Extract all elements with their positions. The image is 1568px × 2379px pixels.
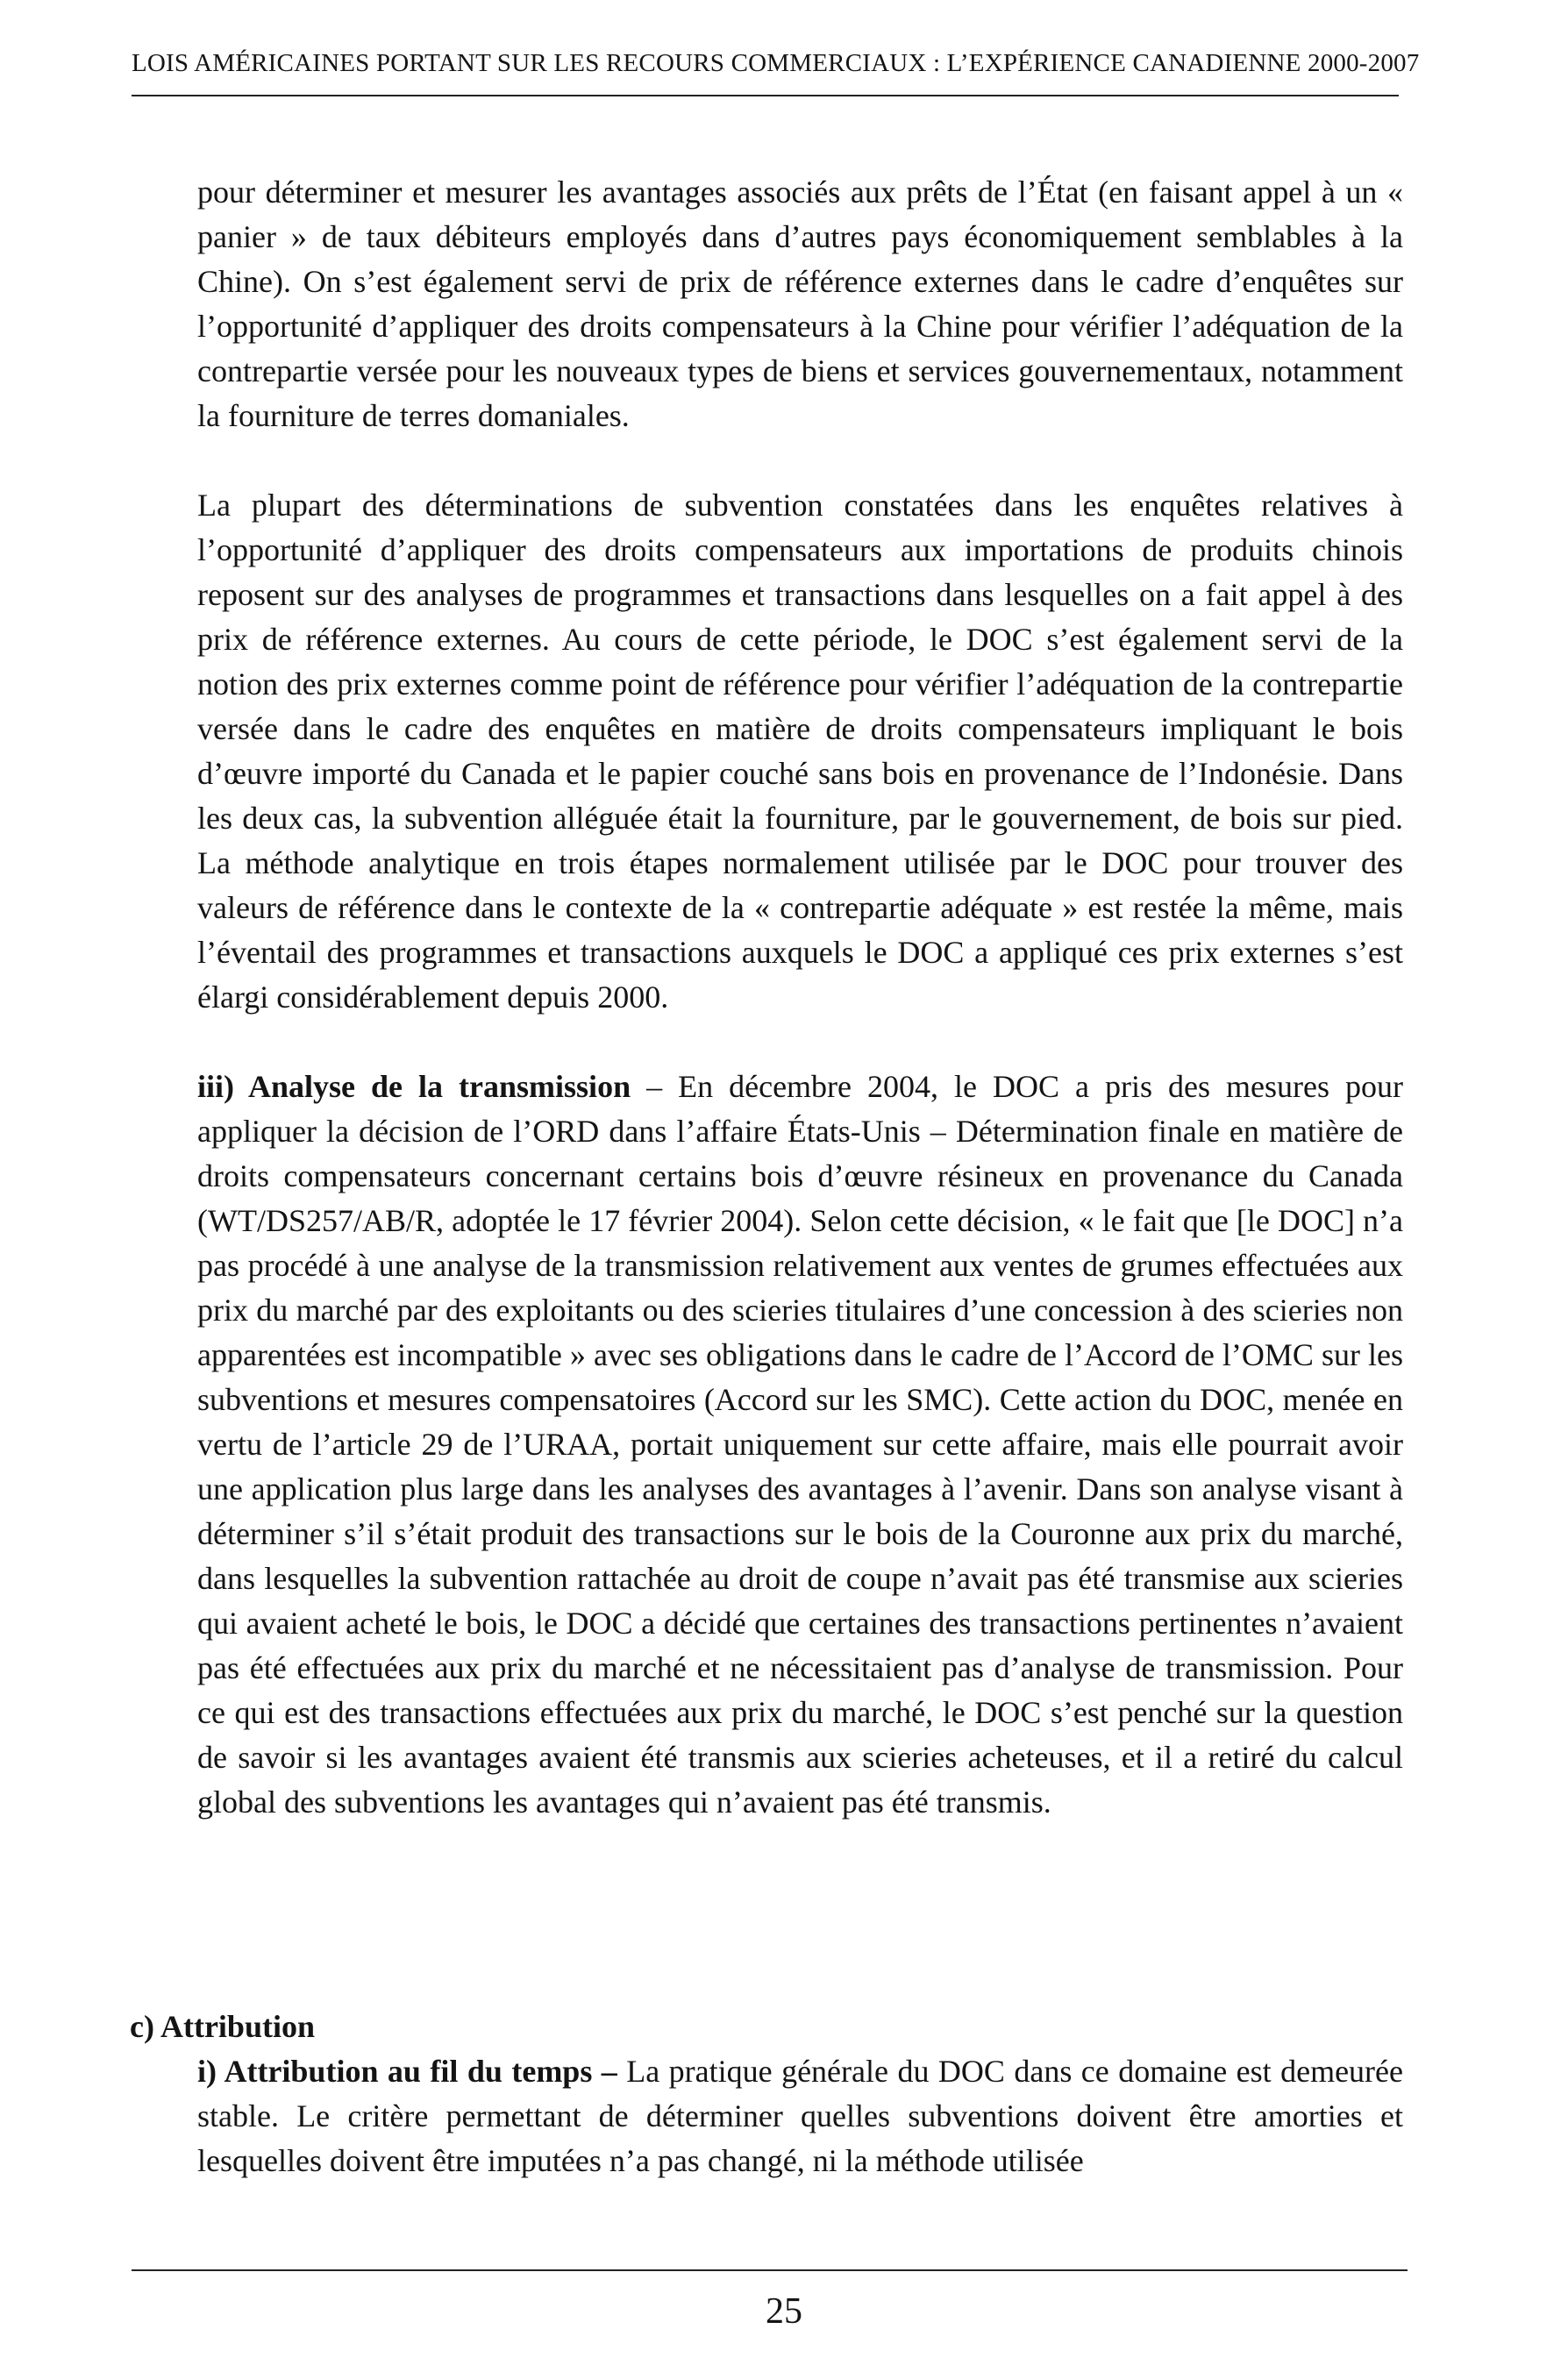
running-header: LOIS AMÉRICAINES PORTANT SUR LES RECOURS COMMERCIAUX : L’EXPÉRIENCE CANADIENNE 2000-2007 (132, 49, 1420, 77)
page-number: 25 (766, 2291, 802, 2332)
subsection-heading: i) Attribution au fil du temps – (197, 2054, 617, 2089)
header-divider (132, 95, 1399, 96)
paragraph-transmission (197, 1065, 1403, 1825)
subsection-text: La pratique générale du DOC dans ce domaine est demeurée stable. Le critère permettant de déterminer quelles subventions doivent être amorties et lesquelles doivent être imputées n’a pas changé, ni la méthode utilisée (197, 2054, 1403, 2178)
paragraph-text: – En décembre 2004, le DOC a pris des mesures pour appliquer la décision de l’ORD dans l’affaire États-Unis – Détermination finale en matière de droits compensateurs concernant certains bois d’œuvre résineux en provenance du Canada (WT/DS257/AB/R, adoptée le 17 février 2004). Selon cette décision, « le fait que [le DOC] n’a pas procédé à une analyse de la transmission relativement aux ventes de grumes effectuées aux prix du marché par des exploitants ou des scieries titulaires d’une concession à des scieries non apparentées est incompatible » avec ses obligations dans le cadre de l’Accord de l’OMC sur les subventions et mesures compensatoires (Accord sur les SMC). Cette action du DOC, menée en vertu de l’article 29 de l’URAA, portait uniquement sur cette affaire, mais elle pourrait avoir une application plus large dans les analyses des avantages à l’avenir. Dans son analyse visant à déterminer s’il s’était produit des transactions sur le bois de la Couronne aux prix du marché, dans lesquelles la subvention rattachée au droit de coupe n’avait pas été transmise aux scieries qui avaient acheté le bois, le DOC a décidé que certaines des transactions pertinentes n’avaient pas été effectuées aux prix du marché et ne nécessitaient pas d’analyse de transmission. Pour ce qui est des transactions effectuées aux prix du marché, le DOC s’est penché sur la question de savoir si les avantages avaient été transmis aux scieries acheteuses, et il a retiré du calcul global des subventions les avantages qui n’avaient pas été transmis. (197, 1069, 1403, 1820)
body-text (197, 170, 1403, 1870)
subsection-paragraph (197, 2049, 1403, 2183)
paragraph: La plupart des déterminations de subvention constatées dans les enquêtes relatives à l’opportunité d’appliquer des droits compensateurs aux importations de produits chinois reposent sur des analyses de programmes et transactions dans lesquelles on a fait appel à des prix de référence externes. Au cours de cette période, le DOC s’est également servi de la notion des prix externes comme point de référence pour vérifier l’adéquation de la contrepartie versée dans le cadre des enquêtes en matière de droits compensateurs impliquant le bois d’œuvre importé du Canada et le papier couché sans bois en provenance de l’Indonésie. Dans les deux cas, la subvention alléguée était la fourniture, par le gouvernement, de bois sur pied. La méthode analytique en trois étapes normalement utilisée par le DOC pour trouver des valeurs de référence dans le contexte de la « contrepartie adéquate » est restée la même, mais l’éventail des programmes et transactions auxquels le DOC a appliqué ces prix externes s’est élargi considérablement depuis 2000. (197, 488, 1403, 1015)
run-in-heading: iii) Analyse de la transmission (197, 1069, 631, 1104)
footer-divider (132, 2269, 1408, 2271)
section-heading: c) Attribution (130, 2009, 315, 2044)
paragraph: pour déterminer et mesurer les avantages associés aux prêts de l’État (en faisant appel à un « panier » de taux débiteurs employés dans d’autres pays économiquement semblables à la Chine). On s’est également servi de prix de référence externes dans le cadre d’enquêtes sur l’opportunité d’appliquer des droits compensateurs à la Chine pour vérifier l’adéquation de la contrepartie versée pour les nouveaux types de biens et services gouvernementaux, notamment la fourniture de terres domaniales. (197, 175, 1403, 433)
